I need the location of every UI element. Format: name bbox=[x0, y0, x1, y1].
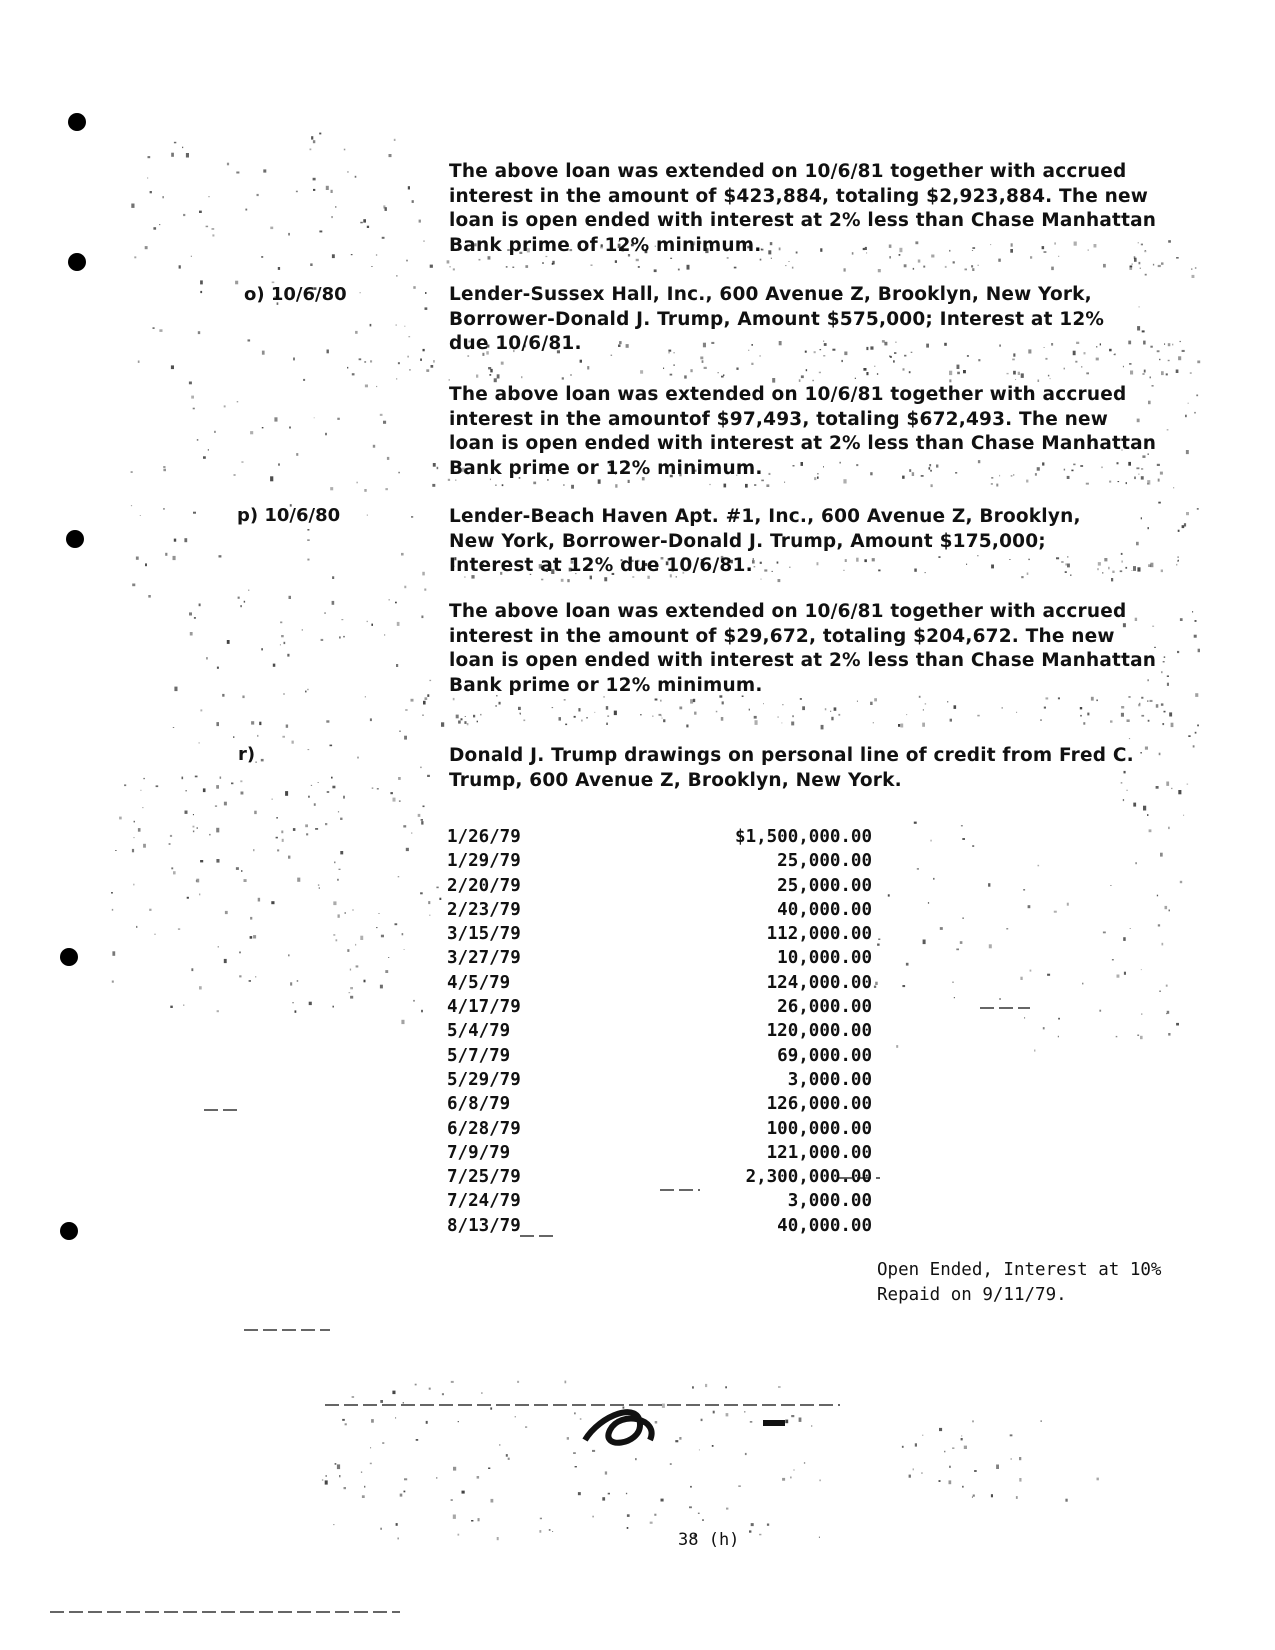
item-r-text bbox=[449, 744, 1189, 793]
text-line: due 10/6/81. bbox=[449, 333, 582, 354]
table-row bbox=[447, 1165, 872, 1189]
binder-hole-icon bbox=[60, 1222, 78, 1240]
note-line: Open Ended, Interest at 10% bbox=[877, 1260, 1162, 1280]
item-r-label: r) bbox=[238, 744, 256, 765]
text-line: Lender-Beach Haven Apt. #1, Inc., 600 Avenue Z, Brooklyn, bbox=[449, 506, 1081, 527]
binder-hole-icon bbox=[68, 253, 86, 271]
table-row bbox=[447, 1141, 872, 1165]
table-row bbox=[447, 922, 872, 946]
drawing-amount: $1,500,000.00 bbox=[735, 827, 872, 847]
item-p-label: p) 10/6/80 bbox=[237, 505, 341, 526]
drawing-amount: 126,000.00 bbox=[766, 1094, 872, 1115]
text-line: interest in the amount of $423,884, totaling $2,923,884. The new bbox=[449, 185, 1149, 207]
drawing-amount: 40,000.00 bbox=[777, 1215, 872, 1236]
text-line: The above loan was extended on 10/6/81 together with accrued bbox=[449, 384, 1127, 405]
drawing-amount: 69,000.00 bbox=[777, 1045, 872, 1066]
table-row bbox=[447, 946, 872, 970]
table-row bbox=[447, 995, 872, 1019]
paragraph-loan-extension-o bbox=[449, 383, 1189, 481]
drawing-date: 6/8/79 bbox=[447, 1094, 511, 1115]
drawing-amount: 112,000.00 bbox=[766, 924, 872, 945]
drawing-amount: 40,000.00 bbox=[777, 899, 872, 920]
text-line: Bank prime or 12% minimum. bbox=[449, 457, 763, 479]
text-line: Bank prime of 12% minimum. bbox=[449, 234, 762, 256]
drawing-date: 3/27/79 bbox=[447, 948, 521, 969]
item-o-text bbox=[449, 283, 1189, 357]
table-row bbox=[447, 1214, 872, 1238]
drawing-date: 5/7/79 bbox=[447, 1045, 511, 1066]
drawing-date: 2/23/79 bbox=[447, 899, 521, 920]
drawing-date: 7/25/79 bbox=[447, 1167, 521, 1188]
drawing-amount: 25,000.00 bbox=[777, 875, 872, 896]
drawing-date: 1/29/79 bbox=[447, 851, 521, 872]
text-line: Bank prime or 12% minimum. bbox=[449, 674, 763, 696]
drawing-date: 6/28/79 bbox=[447, 1118, 521, 1139]
text-line: Lender-Sussex Hall, Inc., 600 Avenue Z, Brooklyn, New York, bbox=[449, 284, 1092, 305]
text-line: interest in the amount of $29,672, totaling $204,672. The new bbox=[449, 625, 1115, 647]
drawing-amount: 26,000.00 bbox=[777, 997, 872, 1018]
drawing-amount: 3,000.00 bbox=[787, 1191, 872, 1212]
drawing-amount: 120,000.00 bbox=[766, 1021, 872, 1042]
binder-hole-icon bbox=[68, 113, 86, 131]
repayment-note bbox=[877, 1258, 1161, 1308]
text-line: loan is open ended with interest at 2% less than Chase Manhattan bbox=[449, 650, 1157, 671]
drawing-date: 4/17/79 bbox=[447, 997, 521, 1018]
item-o-label: o) 10/6/80 bbox=[244, 284, 347, 305]
page-number: 38 (h) bbox=[678, 1530, 740, 1550]
text-line: Donald J. Trump drawings on personal line of credit from Fred C. bbox=[449, 745, 1134, 766]
text-line: interest in the amountof $97,493, totaling $672,493. The new bbox=[449, 408, 1109, 430]
table-row bbox=[447, 1019, 872, 1043]
drawing-date: 4/5/79 bbox=[447, 972, 511, 993]
drawing-amount: 121,000.00 bbox=[766, 1142, 872, 1163]
text-line: The above loan was extended on 10/6/81 together with accrued bbox=[449, 601, 1127, 622]
drawing-date: 5/4/79 bbox=[447, 1021, 511, 1042]
table-row bbox=[447, 1092, 872, 1116]
paragraph-loan-extension-n bbox=[449, 160, 1189, 258]
drawing-amount: 124,000.00 bbox=[766, 972, 872, 993]
drawing-date: 3/15/79 bbox=[447, 924, 521, 945]
note-line: Repaid on 9/11/79. bbox=[877, 1285, 1067, 1305]
table-row bbox=[447, 874, 872, 898]
table-row bbox=[447, 1117, 872, 1141]
text-line: loan is open ended with interest at 2% less than Chase Manhattan bbox=[449, 210, 1157, 231]
drawing-amount: 25,000.00 bbox=[777, 851, 872, 872]
drawings-table bbox=[447, 825, 872, 1238]
drawing-date: 2/20/79 bbox=[447, 875, 521, 896]
text-line: Borrower-Donald J. Trump, Amount $575,000; Interest at 12% bbox=[449, 308, 1105, 330]
text-line: New York, Borrower-Donald J. Trump, Amount $175,000; bbox=[449, 530, 1046, 552]
drawing-date: 7/24/79 bbox=[447, 1191, 521, 1212]
drawing-date: 8/13/79 bbox=[447, 1215, 521, 1236]
drawing-date: 1/26/79 bbox=[447, 827, 521, 847]
drawings-table-body bbox=[447, 825, 872, 1238]
table-row bbox=[447, 1044, 872, 1068]
drawing-amount: 100,000.00 bbox=[766, 1118, 872, 1139]
drawing-date: 5/29/79 bbox=[447, 1069, 521, 1090]
table-row bbox=[447, 1189, 872, 1213]
drawing-amount: 3,000.00 bbox=[787, 1069, 872, 1090]
drawing-amount: 2,300,000.00 bbox=[745, 1167, 872, 1188]
table-row bbox=[447, 825, 872, 849]
text-line: loan is open ended with interest at 2% less than Chase Manhattan bbox=[449, 433, 1157, 454]
item-p-text bbox=[449, 505, 1189, 579]
binder-hole-icon bbox=[66, 530, 84, 548]
table-row bbox=[447, 1068, 872, 1092]
text-line: Trump, 600 Avenue Z, Brooklyn, New York. bbox=[449, 769, 902, 791]
paragraph-loan-extension-p bbox=[449, 600, 1189, 698]
table-row bbox=[447, 849, 872, 873]
text-line: The above loan was extended on 10/6/81 together with accrued bbox=[449, 161, 1127, 182]
binder-hole-icon bbox=[60, 948, 78, 966]
text-line: Interest at 12% due 10/6/81. bbox=[449, 555, 753, 576]
table-row bbox=[447, 971, 872, 995]
drawing-amount: 10,000.00 bbox=[777, 948, 872, 969]
drawing-date: 7/9/79 bbox=[447, 1142, 511, 1163]
table-row bbox=[447, 898, 872, 922]
